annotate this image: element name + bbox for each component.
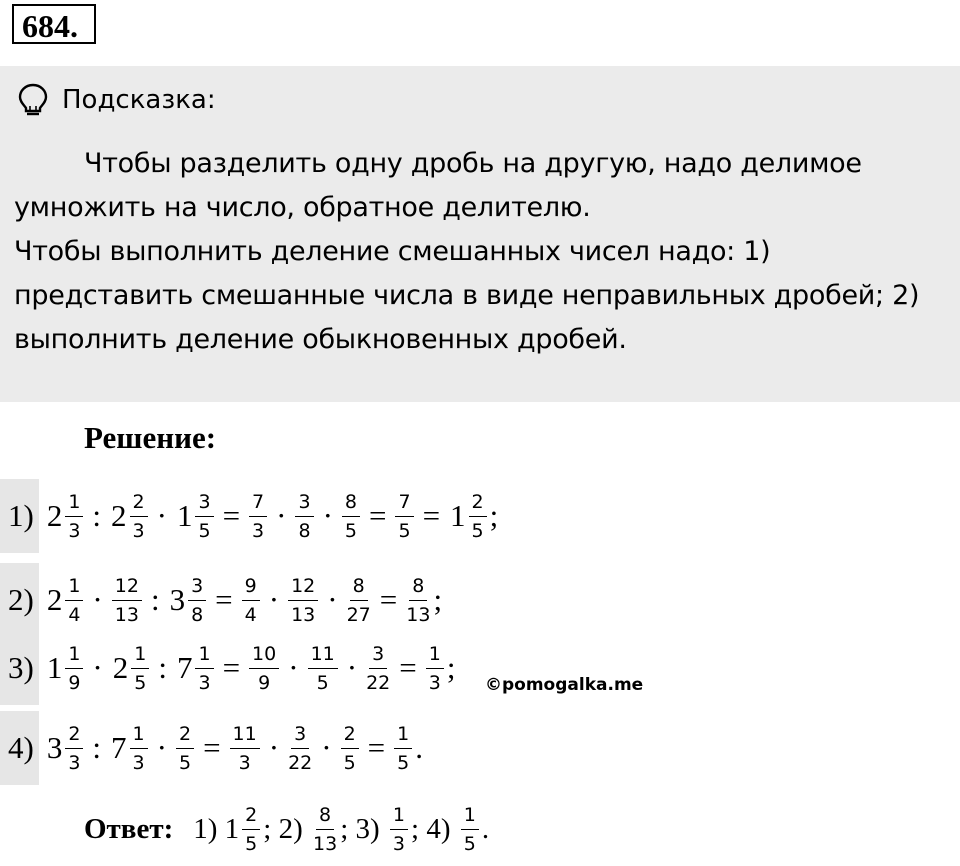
- fraction: [130, 490, 148, 543]
- fraction-numerator: 8: [316, 803, 334, 830]
- fraction-numerator: 2: [130, 490, 148, 517]
- solution-row-3: [0, 626, 455, 710]
- fraction-denominator: 4: [68, 603, 81, 626]
- punctuation: .: [415, 730, 423, 765]
- fraction-denominator: 22: [366, 671, 391, 694]
- whole-part: 1: [46, 650, 63, 685]
- fraction-numerator: 12: [112, 574, 142, 601]
- operator: ·: [322, 498, 333, 533]
- operator: :: [92, 730, 102, 765]
- fraction-denominator: 5: [178, 751, 192, 774]
- operator: =: [368, 498, 387, 533]
- fraction: [394, 722, 412, 775]
- fraction: [188, 574, 206, 627]
- fraction-numerator: 8: [342, 490, 360, 517]
- fraction: [230, 722, 260, 775]
- fraction-numerator: 2: [65, 722, 83, 749]
- fraction-numerator: 1: [461, 803, 479, 830]
- fraction-denominator: 5: [471, 519, 484, 542]
- fraction-numerator: 1: [195, 642, 213, 669]
- fraction-numerator: 1: [130, 722, 148, 749]
- answer-index: 3): [355, 812, 387, 845]
- fraction: [131, 642, 149, 695]
- fraction-denominator: 5: [463, 832, 476, 855]
- fraction: [313, 803, 337, 856]
- watermark: ©pomogalka.me: [485, 675, 644, 695]
- answer-index: 2): [278, 812, 310, 845]
- fraction-numerator: 8: [350, 574, 368, 601]
- fraction: [288, 574, 318, 627]
- answer-whole: 1: [224, 812, 240, 845]
- fraction: [395, 490, 413, 543]
- fraction-numerator: 2: [176, 722, 194, 749]
- operator: ·: [92, 650, 103, 685]
- fraction: [65, 574, 83, 627]
- row-label: 1): [0, 479, 39, 553]
- whole-part: 3: [46, 730, 63, 765]
- operator: ·: [156, 730, 167, 765]
- operator: =: [222, 650, 241, 685]
- whole-part: 7: [176, 650, 193, 685]
- hint-title: Подсказка:: [62, 85, 216, 115]
- fraction-denominator: 5: [398, 519, 411, 542]
- fraction: [65, 490, 83, 543]
- fraction: [65, 722, 83, 775]
- fraction-denominator: 5: [316, 671, 329, 694]
- fraction-numerator: 12: [288, 574, 318, 601]
- row-label: 4): [0, 711, 39, 785]
- fraction: [469, 490, 487, 543]
- fraction-denominator: 3: [238, 751, 251, 774]
- fraction-denominator: 27: [346, 603, 371, 626]
- hint-text: [14, 142, 949, 362]
- fraction-denominator: 13: [406, 603, 431, 626]
- fraction-numerator: 3: [369, 642, 387, 669]
- operator: ·: [346, 650, 358, 685]
- fraction: [406, 574, 430, 627]
- fraction-numerator: 8: [409, 574, 427, 601]
- fraction: [195, 490, 213, 543]
- fraction-numerator: 2: [341, 722, 359, 749]
- answer-sep: ;: [340, 812, 356, 845]
- operator: =: [203, 730, 221, 765]
- fraction-numerator: 9: [242, 574, 260, 601]
- fraction: [342, 490, 360, 543]
- answer-sep: .: [481, 812, 497, 845]
- fraction-numerator: 1: [65, 490, 83, 517]
- whole-part: 2: [112, 650, 129, 685]
- solution-title: Решение:: [84, 420, 217, 455]
- hint-paragraph-2: Чтобы выполнить деление смешанных чисел надо: 1) представить смешанные числа в виде неправильных дробей; 2) выполнить деление обыкновенных дробей.: [14, 236, 920, 355]
- fraction-numerator: 1: [65, 574, 83, 601]
- fraction-denominator: 5: [344, 519, 357, 542]
- operator: :: [150, 582, 160, 617]
- answer-index: 1): [193, 812, 225, 845]
- answer-line: [84, 796, 496, 862]
- fraction: [426, 642, 444, 695]
- punctuation: ;: [489, 498, 499, 533]
- operator: =: [215, 582, 233, 617]
- fraction-denominator: 4: [244, 603, 257, 626]
- operator: =: [222, 498, 241, 533]
- fraction-numerator: 3: [295, 490, 313, 517]
- fraction: [176, 722, 194, 775]
- fraction-numerator: 3: [188, 574, 206, 601]
- fraction-denominator: 3: [68, 751, 81, 774]
- fraction-denominator: 8: [298, 519, 311, 542]
- fraction: [366, 642, 390, 695]
- operator: =: [367, 730, 386, 765]
- row-label: 2): [0, 563, 39, 637]
- whole-part: 2: [46, 582, 63, 617]
- fraction-denominator: 13: [291, 603, 316, 626]
- fraction-denominator: 5: [343, 751, 356, 774]
- fraction-denominator: 3: [68, 519, 81, 542]
- fraction-numerator: 1: [131, 642, 149, 669]
- lightbulb-icon: [16, 82, 50, 118]
- task-number: 684.: [12, 4, 96, 44]
- fraction-numerator: 3: [195, 490, 213, 517]
- fraction: [65, 642, 83, 695]
- fraction-denominator: 3: [132, 751, 145, 774]
- fraction: [242, 574, 260, 627]
- fraction-denominator: 5: [397, 751, 410, 774]
- fraction-denominator: 8: [191, 603, 204, 626]
- solution-row-4: [0, 706, 423, 790]
- fraction-numerator: 1: [65, 642, 83, 669]
- fraction-numerator: 1: [390, 803, 408, 830]
- fraction: [461, 803, 479, 856]
- fraction-denominator: 13: [313, 832, 338, 855]
- fraction: [295, 490, 313, 543]
- operator: :: [158, 650, 167, 685]
- solution-row-1: [0, 474, 498, 558]
- whole-part: 7: [111, 730, 127, 765]
- fraction: [112, 574, 142, 627]
- operator: ·: [268, 582, 280, 617]
- operator: ·: [156, 498, 167, 533]
- operator: ·: [268, 730, 280, 765]
- fraction-denominator: 3: [198, 671, 211, 694]
- fraction-numerator: 10: [249, 642, 279, 669]
- whole-part: 2: [111, 498, 127, 533]
- fraction-denominator: 13: [114, 603, 139, 626]
- fraction: [130, 722, 148, 775]
- whole-part: 1: [176, 498, 193, 533]
- answer-sep: ;: [263, 812, 279, 845]
- operator: ·: [276, 498, 287, 533]
- fraction: [390, 803, 408, 856]
- fraction-denominator: 5: [134, 671, 147, 694]
- fraction-denominator: 3: [428, 671, 441, 694]
- fraction: [249, 490, 267, 543]
- answer-sep: ;: [411, 812, 427, 845]
- fraction: [347, 574, 371, 627]
- operator: =: [399, 650, 417, 685]
- whole-part: 1: [450, 498, 466, 533]
- answer-index: 4): [426, 812, 458, 845]
- fraction-numerator: 7: [395, 490, 413, 517]
- operator: ·: [327, 582, 338, 617]
- whole-part: 2: [46, 498, 63, 533]
- whole-part: 3: [169, 582, 186, 617]
- fraction-numerator: 2: [469, 490, 487, 517]
- fraction-denominator: 5: [198, 519, 211, 542]
- fraction: [308, 642, 338, 695]
- operator: ·: [288, 650, 299, 685]
- answer-label: Ответ:: [84, 812, 174, 845]
- punctuation: ;: [446, 650, 456, 685]
- fraction-denominator: 9: [68, 671, 81, 694]
- fraction-denominator: 9: [258, 671, 271, 694]
- fraction-numerator: 1: [426, 642, 444, 669]
- operator: =: [379, 582, 398, 617]
- punctuation: ;: [433, 582, 443, 617]
- hint-paragraph-1: Чтобы разделить одну дробь на другую, надо делимое умножить на число, обратное делителю.: [14, 148, 862, 223]
- operator: =: [422, 498, 441, 533]
- fraction: [249, 642, 279, 695]
- fraction: [341, 722, 359, 775]
- fraction-denominator: 22: [288, 751, 313, 774]
- fraction-denominator: 3: [132, 519, 145, 542]
- fraction-numerator: 3: [291, 722, 309, 749]
- fraction-numerator: 11: [308, 642, 338, 669]
- operator: ·: [321, 730, 332, 765]
- fraction-numerator: 7: [249, 490, 267, 517]
- fraction: [195, 642, 213, 695]
- fraction-denominator: 5: [245, 832, 258, 855]
- operator: ·: [92, 582, 103, 617]
- fraction: [242, 803, 260, 856]
- fraction-numerator: 1: [394, 722, 412, 749]
- row-label: 3): [0, 631, 39, 705]
- operator: :: [92, 498, 102, 533]
- fraction-denominator: 3: [392, 832, 406, 855]
- fraction-denominator: 3: [252, 519, 265, 542]
- fraction-numerator: 11: [230, 722, 260, 749]
- fraction-numerator: 2: [242, 803, 260, 830]
- hint-header: [16, 82, 216, 118]
- fraction: [288, 722, 312, 775]
